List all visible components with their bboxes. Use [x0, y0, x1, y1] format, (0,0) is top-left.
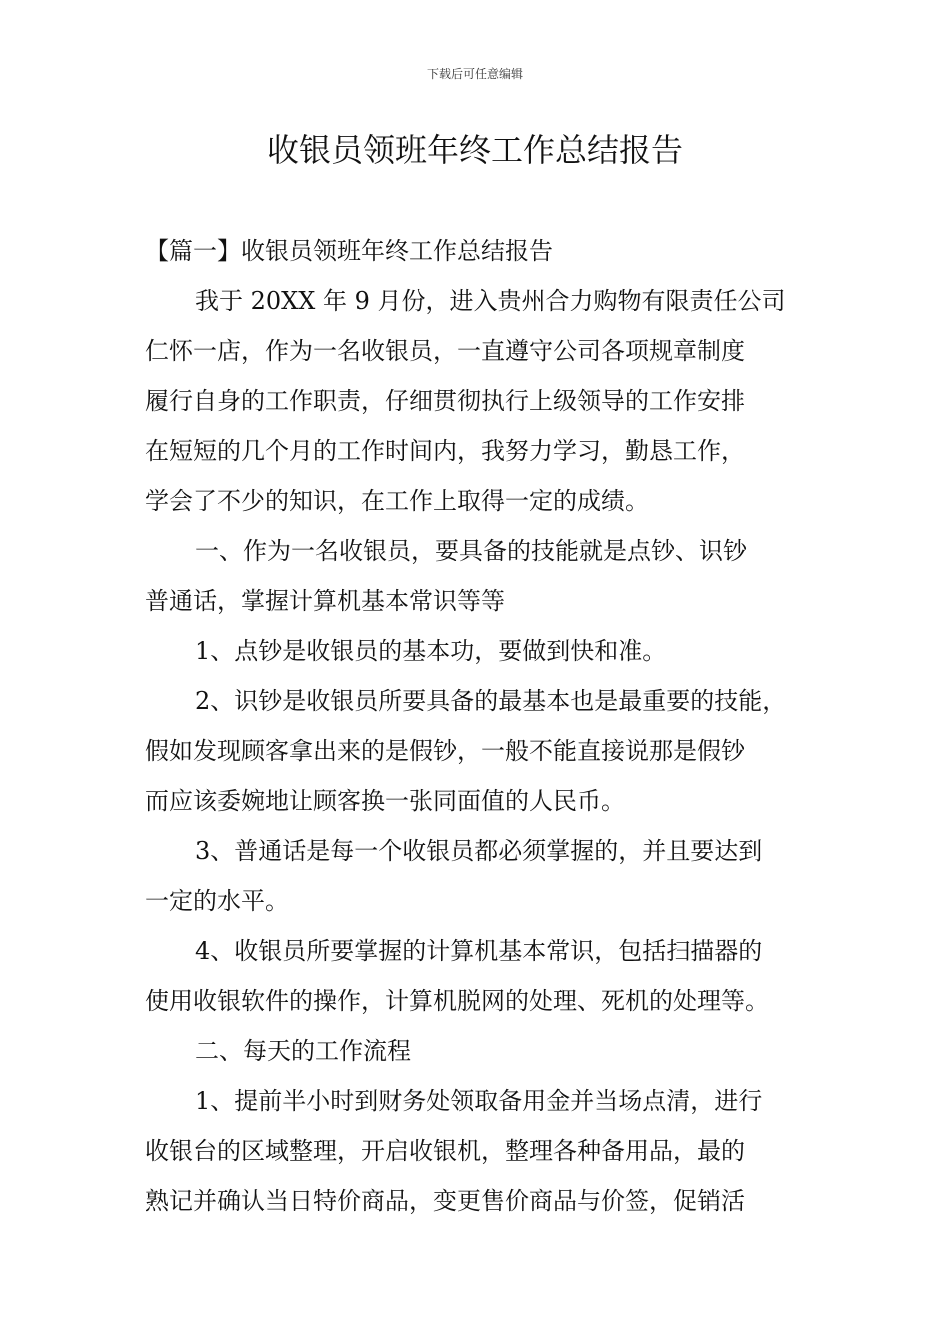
document-title: 收银员领班年终工作总结报告 — [266, 131, 683, 169]
paragraph-line: 我于 20XX 年 9 月份，进入贵州合力购物有限责任公司 — [195, 287, 786, 315]
paragraph-line: 履行自身的工作职责，仔细贯彻执行上级领导的工作安排 — [145, 387, 745, 415]
paragraph-line: 假如发现顾客拿出来的是假钞，一般不能直接说那是假钞 — [145, 737, 745, 765]
paragraph-line: 而应该委婉地让顾客换一张同面值的人民币。 — [145, 787, 625, 815]
paragraph-line: 收银台的区域整理，开启收银机，整理各种备用品，最的 — [145, 1137, 745, 1165]
paragraph-line: 普通话，掌握计算机基本常识等等 — [145, 587, 505, 615]
paragraph-line: 【篇一】收银员领班年终工作总结报告 — [145, 237, 553, 265]
paragraph-line: 熟记并确认当日特价商品，变更售价商品与价签，促销活 — [145, 1187, 745, 1215]
paragraph-line: 1、点钞是收银员的基本功，要做到快和准。 — [195, 637, 667, 665]
paragraph-line: 二、每天的工作流程 — [195, 1037, 411, 1065]
paragraph-line: 2、识钞是收银员所要具备的最基本也是最重要的技能， — [195, 687, 787, 715]
paragraph-line: 4、收银员所要掌握的计算机基本常识，包括扫描器的 — [195, 937, 763, 965]
paragraph-line: 1、提前半小时到财务处领取备用金并当场点清，进行 — [195, 1087, 763, 1115]
document-body — [145, 226, 825, 1226]
paragraph-line: 学会了不少的知识，在工作上取得一定的成绩。 — [145, 487, 649, 515]
header-note: 下载后可任意编辑 — [426, 67, 523, 81]
paragraph-line: 3、普通话是每一个收银员都必须掌握的，并且要达到 — [195, 837, 763, 865]
paragraph-line: 仁怀一店，作为一名收银员，一直遵守公司各项规章制度 — [145, 337, 745, 365]
paragraph-line: 使用收银软件的操作，计算机脱网的处理、死机的处理等。 — [145, 987, 769, 1015]
paragraph-line: 在短短的几个月的工作时间内，我努力学习，勤恳工作， — [145, 437, 745, 465]
paragraph-line: 一、作为一名收银员，要具备的技能就是点钞、识钞 — [195, 537, 747, 565]
paragraph-line: 一定的水平。 — [145, 887, 289, 915]
